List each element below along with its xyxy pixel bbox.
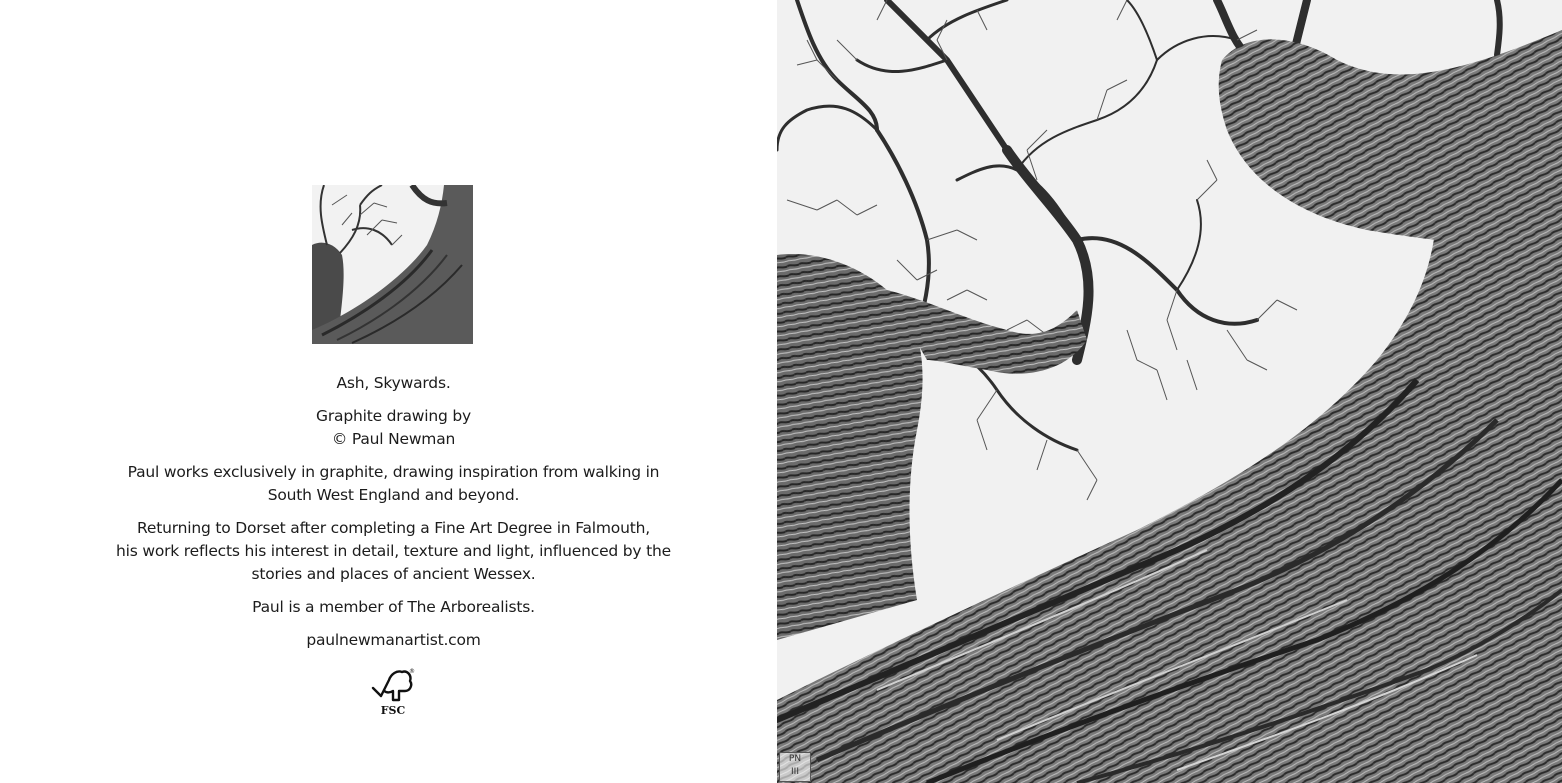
bio1-line-2: South West England and beyond.: [267, 486, 520, 504]
artist-monogram: [779, 752, 811, 782]
website-link[interactable]: [0, 629, 787, 652]
monogram-line-1: PN: [788, 754, 802, 764]
artwork-front-page: [777, 0, 1562, 783]
card-description: [0, 372, 787, 662]
credit-line-2: © Paul Newman: [331, 430, 456, 448]
artwork-thumbnail: [312, 185, 473, 344]
artist-bio-2: [0, 517, 787, 586]
ash-tree-graphite-drawing: [777, 0, 1562, 783]
fsc-logo: [369, 666, 417, 718]
membership-text: Paul is a member of The Arborealists.: [252, 598, 535, 616]
thumbnail-drawing: [312, 185, 473, 344]
card-back-page: [0, 0, 777, 783]
artwork-title-text: Ash, Skywards.: [336, 374, 451, 392]
bio1-line-1: Paul works exclusively in graphite, drawing inspiration from walking in: [127, 463, 660, 481]
registered-mark: ®: [409, 668, 415, 675]
artwork-title: [0, 372, 787, 395]
website-text[interactable]: paulnewmanartist.com: [306, 631, 481, 649]
artist-bio-1: [0, 461, 787, 507]
membership-note: [0, 596, 787, 619]
artist-credit: [0, 405, 787, 451]
bio2-line-3: stories and places of ancient Wessex.: [251, 565, 536, 583]
fsc-label: FSC: [380, 704, 406, 717]
monogram-line-2: III: [791, 767, 799, 777]
credit-line-1: Graphite drawing by: [316, 407, 471, 425]
bio2-line-1: Returning to Dorset after completing a Fine Art Degree in Falmouth,: [137, 519, 650, 537]
bio2-line-2: his work reflects his interest in detail, texture and light, influenced by the: [116, 542, 671, 560]
fsc-tree-check-icon: [369, 666, 417, 706]
